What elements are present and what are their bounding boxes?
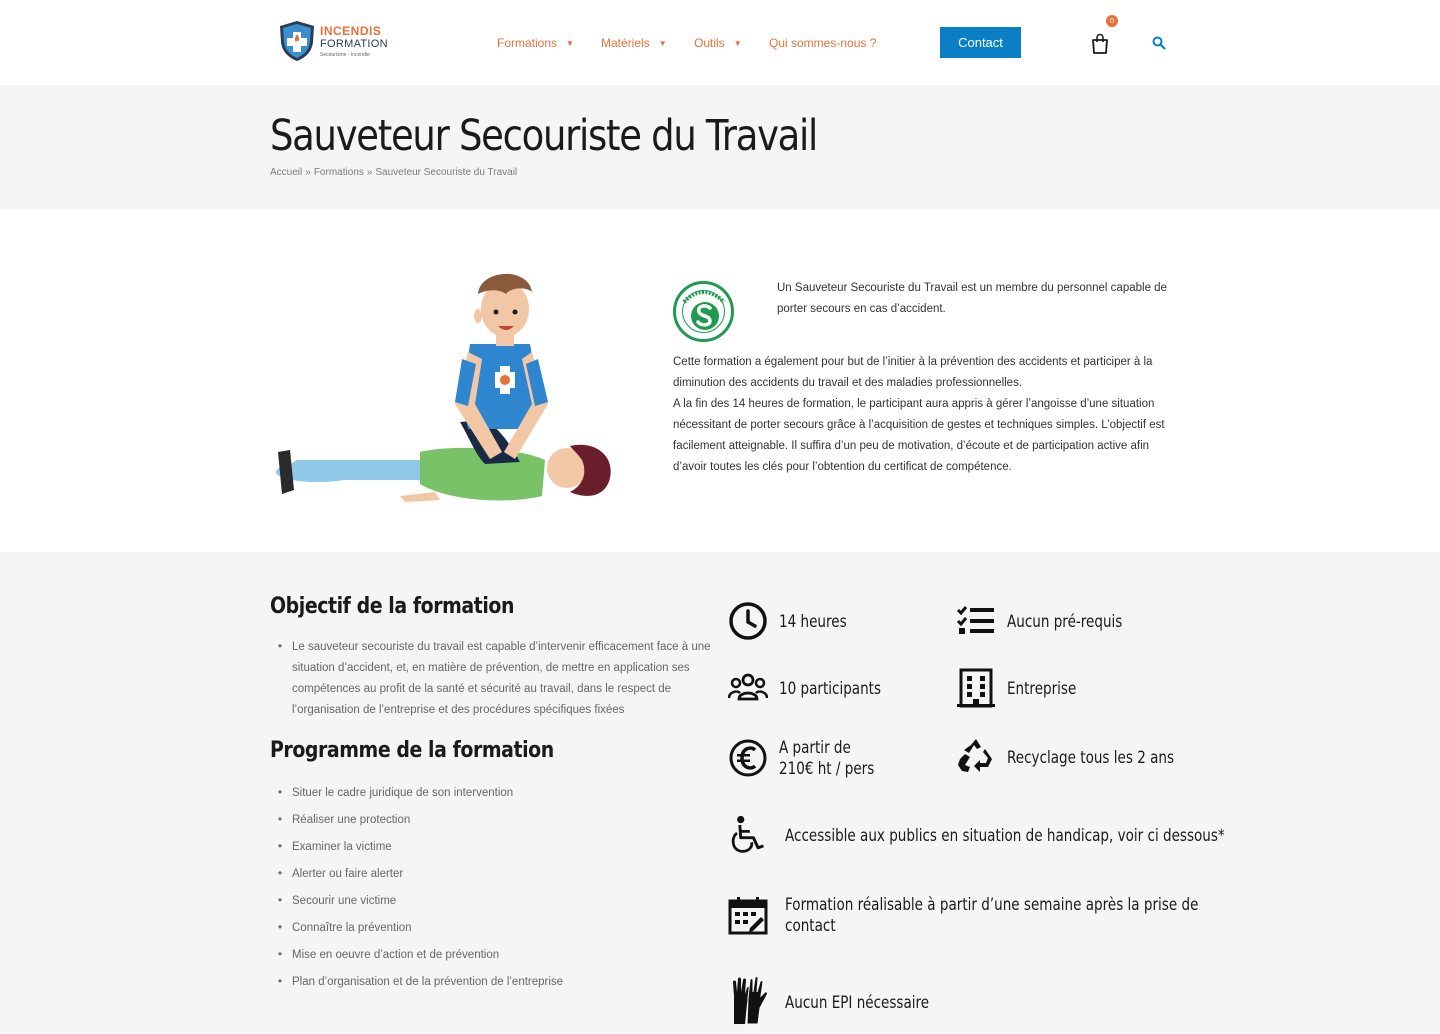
caret-down-icon: ▼ <box>566 38 574 48</box>
feature-label: Entreprise <box>1007 678 1077 698</box>
checklist-icon <box>956 601 996 641</box>
feature-duration <box>728 601 861 641</box>
breadcrumb-current: Sauveteur Secouriste du Travail <box>375 167 518 178</box>
feature-label <box>785 894 1198 936</box>
gloves-icon <box>728 974 768 1030</box>
calendar-icon <box>728 895 768 935</box>
list-item: • Le sauveteur secouriste du travail est capable d’intervenir efficacement face à une situation d’accident, et, en matière de prévention, de mettre en application ses compétences au profit de la santé et sécurité au travail, dans le respect de l’organisation de l’entreprise et des procédures spécifiques fixées <box>292 637 712 721</box>
price-line-1: A partir de <box>779 738 851 757</box>
feature-label: Aucun pré-requis <box>1007 611 1123 631</box>
cart-count-badge: 0 <box>1106 15 1118 27</box>
objectif-heading: Objectif de la formation <box>270 594 515 619</box>
intro-paragraph-2a: Cette formation a également pour but de l’initier à la prévention des accidents et participer à la diminution des accidents du travail et des maladies professionnelles. <box>673 356 1153 389</box>
list-item: • Situer le cadre juridique de son intervention <box>292 784 563 811</box>
list-item: • Plan d’organisation et de la prévention de l’entreprise <box>292 973 563 1000</box>
feature-price <box>728 737 895 779</box>
list-item: • Connaître la prévention <box>292 919 563 946</box>
nav-item-formations[interactable] <box>497 36 574 50</box>
nav-item-outils[interactable] <box>694 36 742 50</box>
caret-down-icon: ▼ <box>733 38 742 48</box>
list-item: • Examiner la victime <box>292 838 563 865</box>
feature-accessibility <box>728 815 1321 855</box>
feature-availability <box>728 894 1289 936</box>
feature-label: 10 participants <box>779 678 882 698</box>
availability-line-1: Formation réalisable à partir d’une semaine après la prise de <box>785 895 1199 914</box>
feature-label: Recyclage tous les 2 ans <box>1007 747 1175 767</box>
building-icon <box>956 668 996 708</box>
contact-button[interactable]: Contact <box>940 27 1021 58</box>
shopping-bag-icon[interactable] <box>1090 33 1110 55</box>
logo-line-3: Secourisme - Incendie <box>320 51 370 58</box>
list-item: • Mise en oeuvre d’action et de prévention <box>292 946 563 973</box>
list-item: • Réaliser une protection <box>292 811 563 838</box>
objectif-list <box>292 637 712 721</box>
caret-down-icon: ▼ <box>658 38 667 48</box>
logo-text <box>320 25 388 58</box>
breadcrumb-link-home[interactable]: Accueil <box>270 167 303 178</box>
price-line-2: 210€ ht / pers <box>779 759 875 778</box>
nav-item-label: Formations <box>497 36 558 50</box>
euro-icon <box>728 738 768 778</box>
users-group-icon <box>728 668 768 708</box>
site-header <box>0 0 1440 85</box>
breadcrumb-separator: » <box>366 167 373 178</box>
shield-logo-icon <box>278 20 316 62</box>
nav-item-qui-sommes-nous[interactable] <box>769 36 876 50</box>
list-item: • Secourir une victime <box>292 892 563 919</box>
intro-section <box>0 209 1440 552</box>
logo-line-2: FORMATION <box>320 37 388 50</box>
feature-participants <box>728 668 903 708</box>
intro-paragraph-1: Un Sauveteur Secouriste du Travail est un membre du personnel capable de porter secours en cas d’accident. <box>777 282 1167 315</box>
feature-recycling <box>956 737 1211 777</box>
details-section <box>0 552 1440 1034</box>
feature-label: 14 heures <box>779 611 847 631</box>
recycle-icon <box>956 737 996 777</box>
feature-prerequisites <box>956 601 1148 641</box>
list-item: • Alerter ou faire alerter <box>292 865 563 892</box>
clock-icon <box>728 601 768 641</box>
wheelchair-icon <box>728 815 768 855</box>
feature-label: Accessible aux publics en situation de handicap, voir ci dessous* <box>785 825 1225 845</box>
cpr-illustration <box>270 264 620 509</box>
nav-item-materiels[interactable] <box>601 36 667 50</box>
feature-label: Aucun EPI nécessaire <box>785 992 930 1012</box>
programme-heading: Programme de la formation <box>270 738 554 763</box>
nav-item-label: Outils <box>694 36 725 50</box>
intro-paragraph-2b: A la fin des 14 heures de formation, le participant aura appris à gérer l’angoisse d’une situation nécessitant de porter secours grâce à l’acquisition de gestes et techniques simples. L’objectif est facilement atteignable. Il suffira d’un peu de motivation, d’écoute et de participation active afin d’avoir toutes les clés pour l’obtention du certificat de compétence. <box>673 398 1165 473</box>
breadcrumb-separator: » <box>305 167 311 178</box>
availability-line-2: contact <box>785 916 836 935</box>
logo-line-1: INCENDIS <box>320 23 382 38</box>
feature-label <box>779 737 874 779</box>
nav-item-label: Qui sommes-nous ? <box>769 36 877 50</box>
intro-paragraph-2 <box>673 352 1173 478</box>
breadcrumb <box>270 167 517 178</box>
programme-list <box>292 784 563 1000</box>
feature-location <box>956 668 1092 708</box>
page-title: Sauveteur Secouriste du Travail <box>270 111 818 161</box>
sst-badge-logo <box>672 280 735 343</box>
nav-item-label: Matériels <box>601 36 650 50</box>
breadcrumb-link-formations[interactable]: Formations <box>313 167 364 178</box>
search-icon[interactable] <box>1152 36 1166 50</box>
feature-epi <box>728 974 961 1030</box>
page-title-band <box>0 85 1440 209</box>
site-logo[interactable] <box>278 20 388 62</box>
